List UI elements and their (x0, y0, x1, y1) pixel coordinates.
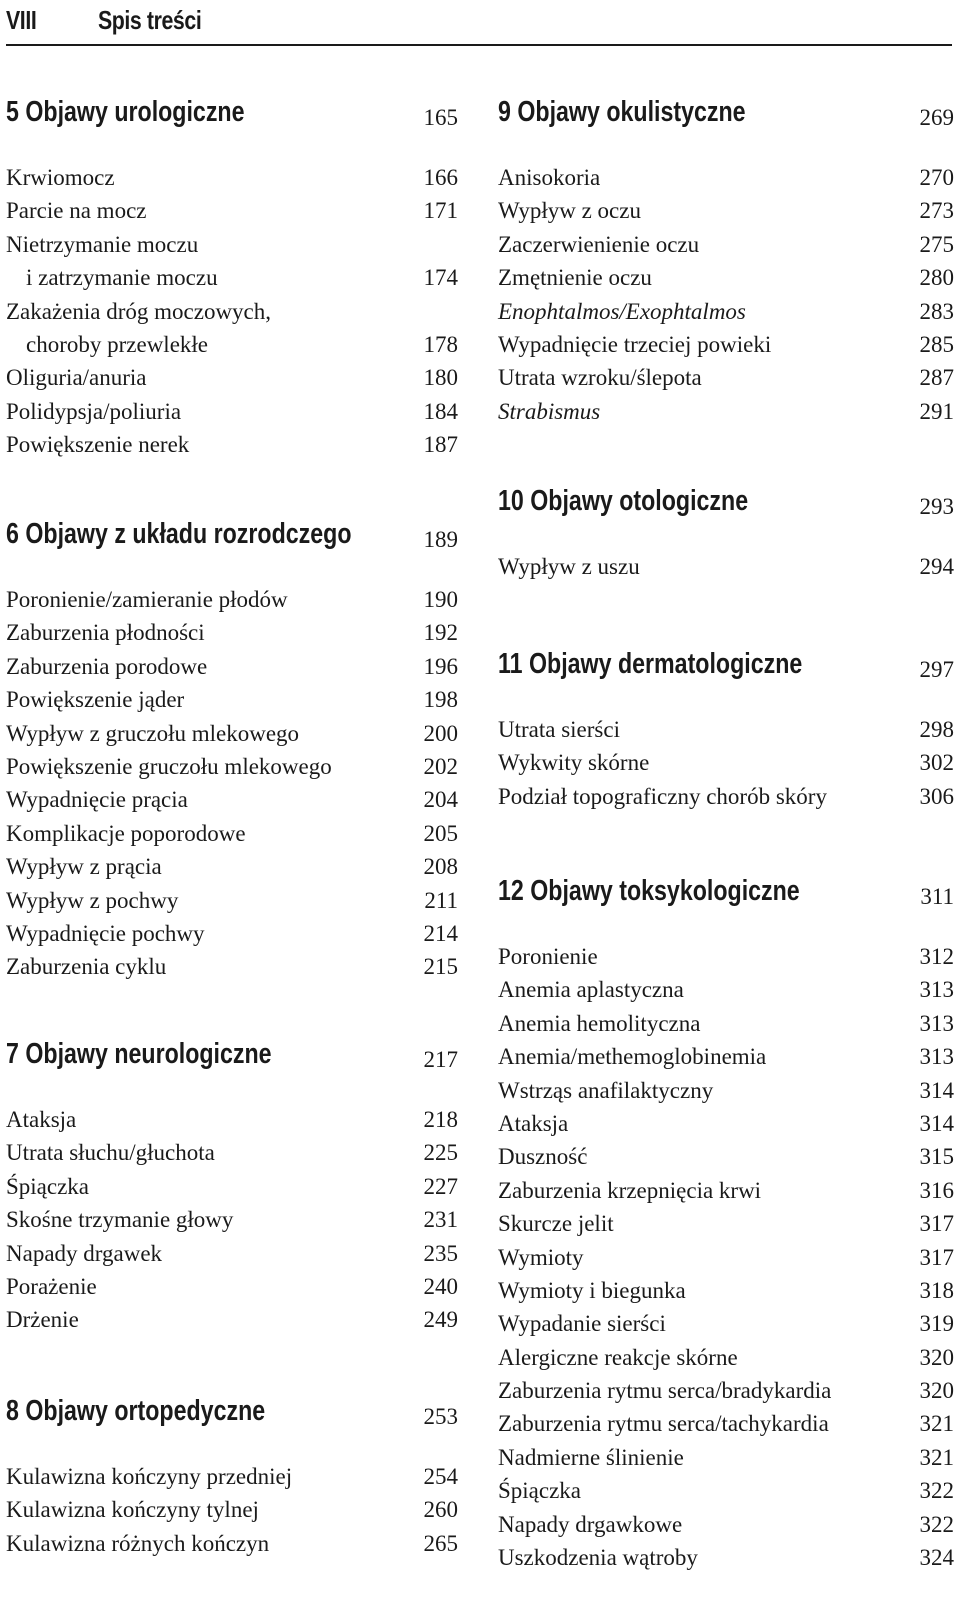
section-heading[interactable] (498, 93, 954, 133)
entry-page: 318 (919, 1277, 954, 1303)
entry-label: Wypływ z prącia (6, 854, 162, 880)
entry-label: Nadmierne ślinienie (498, 1444, 684, 1470)
toc-entry[interactable] (6, 428, 458, 461)
entry-page: 265 (423, 1530, 458, 1556)
section-number: 11 (498, 648, 523, 680)
section-title-text: Objawy dermatologiczne (528, 648, 803, 680)
entry-page: 196 (423, 653, 458, 679)
entry-list (498, 161, 954, 428)
section-title (6, 1395, 265, 1428)
entry-label: Kulawizna różnych kończyn (6, 1530, 270, 1556)
section-title-text: Objawy urologiczne (25, 96, 245, 128)
toc-entry[interactable] (6, 1237, 458, 1270)
toc-entry[interactable] (498, 1140, 954, 1173)
entry-label: Polidypsja/poliuria (6, 398, 182, 424)
entry-page: 317 (919, 1244, 954, 1270)
entry-page: 315 (919, 1144, 954, 1170)
section-title-text: Objawy toksykologiczne (530, 875, 800, 907)
entry-label: i zatrzymanie moczu (26, 265, 218, 291)
page-header (6, 2, 952, 46)
entry-page: 184 (423, 398, 458, 424)
entry-label: Powiększenie jąder (6, 687, 185, 713)
toc-entry[interactable] (498, 1007, 954, 1040)
toc-entry[interactable] (498, 1441, 954, 1474)
entry-label: Wypływ z pochwy (6, 887, 179, 913)
toc-entry[interactable] (6, 1170, 458, 1203)
toc-entry[interactable] (6, 1460, 458, 1493)
entry-page: 321 (919, 1411, 954, 1437)
toc-entry[interactable] (498, 1374, 954, 1407)
entry-label: Wymioty (498, 1244, 584, 1270)
toc-entry[interactable] (6, 1136, 458, 1169)
section-number: 7 (6, 1038, 19, 1070)
entry-label: Wypadnięcie trzeciej powieki (498, 331, 772, 357)
entry-page: 314 (919, 1077, 954, 1103)
section-title (498, 648, 802, 681)
entry-label: Alergiczne reakcje skórne (498, 1344, 738, 1370)
entry-label: Utrata słuchu/głuchota (6, 1140, 215, 1166)
entry-label: Kulawizna kończyny przedniej (6, 1464, 293, 1489)
toc-entry[interactable] (498, 550, 954, 583)
toc-entry[interactable] (6, 1527, 458, 1560)
toc-entry[interactable] (6, 650, 458, 683)
entry-label: Kulawizna kończyny tylnej (6, 1497, 259, 1523)
toc-entry[interactable] (6, 917, 458, 950)
entry-page: 319 (919, 1311, 954, 1337)
entry-page: 200 (423, 720, 458, 746)
section-number: 12 (498, 875, 524, 907)
toc-entry[interactable] (6, 295, 458, 328)
section-page: 165 (423, 105, 458, 130)
toc-entry[interactable] (498, 194, 954, 227)
entry-label: Wypływ z uszu (498, 554, 640, 579)
entry-page: 171 (423, 198, 458, 224)
toc-entry[interactable] (6, 1270, 458, 1303)
toc-entry[interactable] (6, 583, 458, 616)
entry-page: 306 (919, 783, 954, 809)
entry-label: Zmętnienie oczu (498, 265, 652, 291)
toc-entry[interactable] (498, 1307, 954, 1340)
entry-page: 205 (423, 820, 458, 846)
entry-list (6, 583, 458, 984)
toc-entry[interactable] (498, 395, 954, 428)
entry-label: Powiększenie gruczołu mlekowego (6, 753, 332, 779)
section-title-text: Objawy z układu rozrodczego (25, 518, 352, 550)
section-title (6, 518, 352, 551)
toc-entry[interactable] (498, 1341, 954, 1374)
toc-entry[interactable] (6, 361, 458, 394)
toc-entry[interactable] (498, 295, 954, 328)
entry-page: 227 (423, 1173, 458, 1199)
section-title (498, 875, 800, 908)
entry-page: 322 (919, 1511, 954, 1537)
entry-label: Wypadanie sierści (498, 1311, 666, 1337)
entry-page: 313 (919, 1044, 954, 1070)
entry-label: Utrata sierści (498, 717, 620, 742)
entry-label: Poronienie (498, 944, 598, 969)
section-heading[interactable] (6, 93, 458, 133)
entry-page: 174 (423, 265, 458, 291)
entry-label: Uszkodzenia wątroby (498, 1545, 698, 1571)
entry-page: 187 (423, 432, 458, 458)
entry-label: Zaczerwienienie oczu (498, 231, 700, 257)
entry-label: Zakażenia dróg moczowych, (6, 298, 272, 324)
toc-entry[interactable] (498, 973, 954, 1006)
entry-page: 312 (919, 944, 954, 969)
toc-entry[interactable] (498, 1407, 954, 1440)
entry-page: 294 (919, 554, 954, 579)
toc-entry[interactable] (6, 261, 458, 294)
toc-entry[interactable] (498, 1474, 954, 1507)
entry-page: 214 (423, 920, 458, 946)
toc-entry[interactable] (498, 1274, 954, 1307)
section-page: 293 (919, 494, 954, 519)
entry-label: Wykwity skórne (498, 750, 650, 776)
toc-entry[interactable] (498, 713, 954, 746)
section-page: 189 (423, 527, 458, 552)
entry-label: Nietrzymanie moczu (6, 231, 199, 257)
toc-entry[interactable] (498, 261, 954, 294)
toc-entry[interactable] (6, 616, 458, 649)
entry-page: 320 (919, 1344, 954, 1370)
entry-page: 254 (423, 1464, 458, 1489)
entry-list (6, 1460, 458, 1560)
section-number: 10 (498, 485, 524, 517)
toc-entry[interactable] (498, 1241, 954, 1274)
section-heading[interactable] (498, 645, 954, 685)
section-heading[interactable] (498, 482, 954, 522)
toc-entry[interactable] (6, 950, 458, 983)
toc-entry[interactable] (6, 817, 458, 850)
entry-page: 275 (919, 231, 954, 257)
section-title (6, 96, 245, 129)
toc-entry[interactable] (498, 228, 954, 261)
entry-page: 178 (423, 331, 458, 357)
toc-entry[interactable] (6, 194, 458, 227)
section-number: 5 (6, 96, 19, 128)
entry-label: Zaburzenia płodności (6, 620, 205, 646)
entry-list (498, 940, 954, 1574)
entry-page: 270 (919, 165, 954, 190)
entry-label: Parcie na mocz (6, 198, 147, 224)
entry-label: Śpiączka (6, 1173, 90, 1199)
entry-label: Anisokoria (498, 165, 601, 190)
entry-label: Oliguria/anuria (6, 365, 147, 391)
entry-label: Ataksja (6, 1107, 77, 1132)
toc-entry[interactable] (6, 783, 458, 816)
toc-entry[interactable] (6, 850, 458, 883)
toc-entry[interactable] (498, 1074, 954, 1107)
entry-label: Porażenie (6, 1273, 97, 1299)
section-page: 311 (920, 884, 954, 909)
entry-label: Wypływ z oczu (498, 198, 641, 224)
entry-page: 166 (423, 165, 458, 190)
toc-entry[interactable] (6, 884, 458, 917)
section-heading[interactable] (6, 515, 458, 555)
entry-label: Zaburzenia porodowe (6, 653, 208, 679)
entry-page: 231 (423, 1207, 458, 1233)
entry-label: Wypadnięcie pochwy (6, 920, 205, 946)
entry-page: 198 (423, 687, 458, 713)
entry-label: Powiększenie nerek (6, 432, 190, 458)
entry-label: Wstrząs anafilaktyczny (498, 1077, 714, 1103)
section-title (6, 1038, 272, 1071)
toc-entry[interactable] (6, 1203, 458, 1236)
section-title-text: Objawy okulistyczne (517, 96, 746, 128)
entry-label: Napady drgawkowe (498, 1511, 683, 1537)
section-number: 9 (498, 96, 511, 128)
entry-label: Podział topograficzny chorób skóry (498, 783, 827, 809)
section-page: 297 (919, 657, 954, 682)
toc-entry[interactable] (498, 361, 954, 394)
entry-page: 322 (919, 1478, 954, 1504)
entry-page: 240 (423, 1273, 458, 1299)
toc-entry[interactable] (6, 395, 458, 428)
toc-entry[interactable] (498, 940, 954, 973)
toc-entry[interactable] (498, 1040, 954, 1073)
section-title (498, 96, 746, 129)
entry-page: 225 (423, 1140, 458, 1166)
entry-label: Zaburzenia krzepnięcia krwi (498, 1177, 762, 1203)
entry-label: Poronienie/zamieranie płodów (6, 587, 288, 612)
toc-entry[interactable] (6, 228, 458, 261)
section-title-text: Objawy neurologiczne (25, 1038, 272, 1070)
entry-label: Zaburzenia rytmu serca/bradykardia (498, 1378, 832, 1404)
entry-label: Anemia/methemoglobinemia (498, 1044, 767, 1070)
toc-entry[interactable] (498, 780, 954, 813)
entry-page: 280 (919, 265, 954, 291)
toc-entry[interactable] (6, 717, 458, 750)
entry-page: 320 (919, 1378, 954, 1404)
entry-page: 235 (423, 1240, 458, 1266)
entry-page: 273 (919, 198, 954, 224)
entry-label: Utrata wzroku/ślepota (498, 365, 702, 391)
toc-entry[interactable] (6, 328, 458, 361)
entry-label: Wymioty i biegunka (498, 1277, 686, 1303)
section-number: 6 (6, 518, 19, 550)
entry-list (6, 1103, 458, 1337)
entry-page: 313 (919, 977, 954, 1003)
entry-page: 249 (423, 1307, 458, 1333)
section-title-text: Objawy otologiczne (530, 485, 749, 517)
section-number: 8 (6, 1395, 19, 1427)
entry-list (498, 550, 954, 583)
entry-page: 317 (919, 1211, 954, 1237)
entry-page: 204 (423, 787, 458, 813)
entry-label: Śpiączka (498, 1478, 582, 1504)
toc-entry[interactable] (498, 1541, 954, 1574)
toc-entry[interactable] (498, 1508, 954, 1541)
entry-page: 287 (919, 365, 954, 391)
entry-label: Zaburzenia cyklu (6, 954, 167, 980)
toc-entry[interactable] (498, 1107, 954, 1140)
toc-entry[interactable] (498, 746, 954, 779)
entry-page: 192 (423, 620, 458, 646)
entry-page: 302 (919, 750, 954, 776)
entry-page: 190 (423, 587, 458, 612)
entry-label: Zaburzenia rytmu serca/tachykardia (498, 1411, 829, 1437)
entry-page: 291 (919, 398, 954, 424)
entry-label: Skurcze jelit (498, 1211, 614, 1237)
header-title: Spis treści (98, 5, 202, 35)
toc-entry[interactable] (6, 1103, 458, 1136)
section-page: 217 (423, 1047, 458, 1072)
entry-list (498, 713, 954, 813)
entry-page: 321 (919, 1444, 954, 1470)
entry-list (6, 161, 458, 462)
section-page: 253 (423, 1404, 458, 1429)
section-heading[interactable] (6, 1392, 458, 1432)
toc-entry[interactable] (498, 161, 954, 194)
entry-label: Krwiomocz (6, 165, 115, 190)
toc-entry[interactable] (6, 1493, 458, 1526)
entry-page: 313 (919, 1010, 954, 1036)
entry-page: 260 (423, 1497, 458, 1523)
toc-entry[interactable] (6, 683, 458, 716)
toc-entry[interactable] (6, 750, 458, 783)
entry-page: 215 (423, 954, 458, 980)
entry-label: Ataksja (498, 1110, 569, 1136)
entry-label: Wypływ z gruczołu mlekowego (6, 720, 300, 746)
section-title-text: Objawy ortopedyczne (25, 1395, 266, 1427)
entry-page: 202 (423, 753, 458, 779)
entry-page: 208 (423, 854, 458, 880)
entry-page: 180 (423, 365, 458, 391)
section-page: 269 (919, 105, 954, 130)
entry-page: 316 (919, 1177, 954, 1203)
entry-page: 314 (919, 1110, 954, 1136)
entry-page: 218 (423, 1107, 458, 1132)
toc-entry[interactable] (498, 1174, 954, 1207)
entry-page: 285 (919, 331, 954, 357)
entry-label: choroby przewlekłe (26, 331, 209, 357)
entry-label: Strabismus (498, 398, 601, 424)
section-title (498, 485, 748, 518)
entry-page: 211 (424, 887, 458, 913)
toc-entry[interactable] (6, 161, 458, 194)
entry-page: 324 (919, 1545, 954, 1571)
header-page-number: VIII (6, 5, 37, 35)
toc-entry[interactable] (498, 328, 954, 361)
entry-label: Wypadnięcie prącia (6, 787, 188, 813)
entry-label: Drżenie (6, 1307, 79, 1333)
entry-label: Duszność (498, 1144, 588, 1170)
entry-label: Komplikacje poporodowe (6, 820, 246, 846)
entry-label: Skośne trzymanie głowy (6, 1207, 234, 1233)
toc-entry[interactable] (6, 1303, 458, 1336)
section-heading[interactable] (498, 872, 954, 912)
entry-page: 298 (919, 717, 954, 742)
section-heading[interactable] (6, 1035, 458, 1075)
entry-label: Napady drgawek (6, 1240, 163, 1266)
entry-label: Anemia aplastyczna (498, 977, 684, 1003)
toc-entry[interactable] (498, 1207, 954, 1240)
entry-label: Anemia hemolityczna (498, 1010, 701, 1036)
entry-label: Enophtalmos/Exophtalmos (498, 298, 746, 324)
entry-page: 283 (919, 298, 954, 324)
